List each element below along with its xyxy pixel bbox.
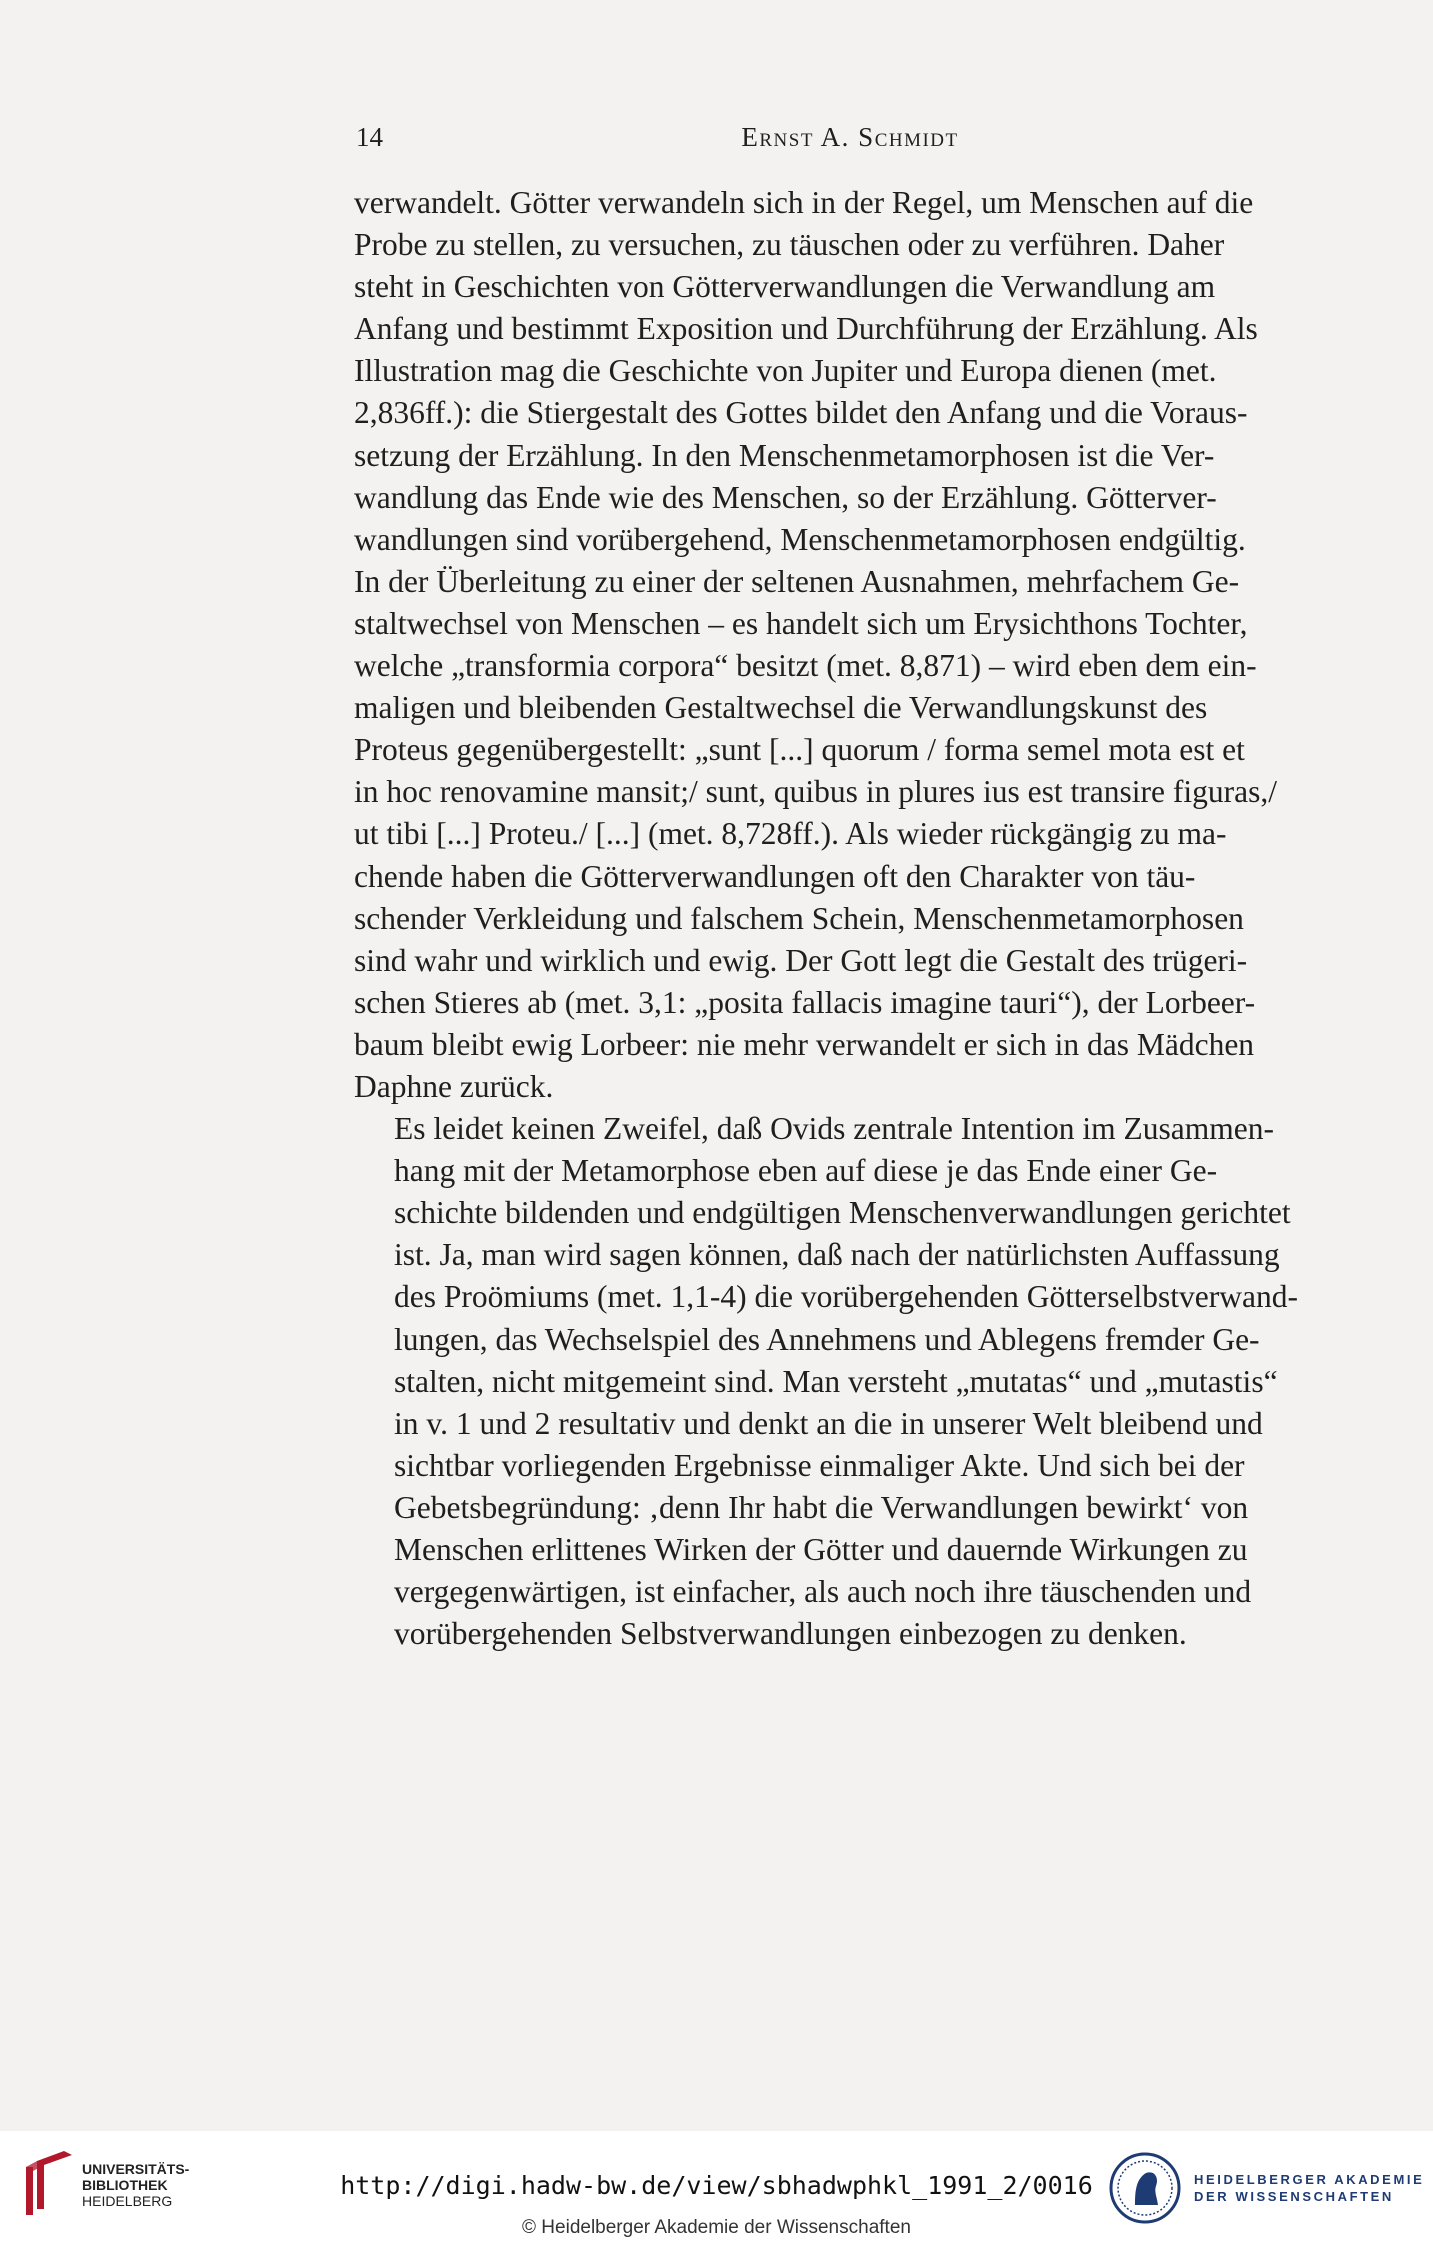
text-line: wandlung das Ende wie des Menschen, so der Erzählung. Götterver- (354, 479, 1217, 515)
source-url-link[interactable]: http://digi.hadw-bw.de/view/sbhadwphkl_1991_2/0016 (340, 2171, 1093, 2200)
paragraph-2 (354, 1108, 1342, 1655)
text-line: vergegenwärtigen, ist einfacher, als auch noch ihre täuschenden und (394, 1574, 1252, 1610)
hadw-logo-line: DER WISSENSCHAFTEN (1194, 2189, 1394, 2204)
text-line: welche „transformia corpora“ besitzt (met. 8,871) – wird eben dem ein- (354, 648, 1257, 684)
text-line: verwandelt. Götter verwandeln sich in der Regel, um Menschen auf die (354, 185, 1254, 220)
text-line: 2,836ff.): die Stiergestalt des Gottes bildet den Anfang und die Voraus- (354, 395, 1248, 431)
copyright-notice: © Heidelberger Akademie der Wissenschaften (522, 2217, 911, 2238)
text-line: In der Überleitung zu einer der seltenen Ausnahmen, mehrfachem Ge- (354, 563, 1240, 599)
text-line: Gebetsbegründung: ‚denn Ihr habt die Verwandlungen bewirkt‘ von (394, 1489, 1249, 1525)
text-line: stalten, nicht mitgemeint sind. Man versteht „mutatas“ und „mutastis“ (394, 1363, 1278, 1399)
text-line: maligen und bleibenden Gestaltwechsel die Verwandlungskunst des (354, 690, 1208, 726)
text-line: vorübergehenden Selbstverwandlungen einbezogen zu denken. (394, 1616, 1187, 1652)
text-line: in hoc renovamine mansit;/ sunt, quibus in plures ius est transire figuras,/ (354, 774, 1277, 810)
text-line: schender Verkleidung und falschem Schein, Menschenmetamorphosen (354, 900, 1244, 936)
text-line: Menschen erlittenes Wirken der Götter und dauernde Wirkungen zu (394, 1532, 1248, 1567)
hadw-logo-text (1194, 2171, 1424, 2205)
text-line: Illustration mag die Geschichte von Jupiter und Europa dienen (met. (354, 353, 1217, 389)
text-line: schen Stieres ab (met. 3,1: „posita fallacis imagine tauri“), der Lorbeer- (354, 984, 1256, 1020)
text-line: Anfang und bestimmt Exposition und Durchführung der Erzählung. Als (354, 311, 1258, 347)
text-line: Probe zu stellen, zu versuchen, zu täuschen oder zu verführen. Daher (354, 227, 1225, 263)
paragraph-1 (354, 182, 1342, 1108)
text-line: staltwechsel von Menschen – es handelt sich um Erysichthons Tochter, (354, 605, 1248, 641)
body-text (354, 182, 1342, 1655)
page-header (356, 122, 1344, 156)
text-line: setzung der Erzählung. In den Menschenmetamorphosen ist die Ver- (354, 437, 1215, 473)
text-line: ut tibi [...] Proteu./ [...] (met. 8,728ff.). Als wieder rückgängig zu ma- (354, 816, 1227, 852)
hadw-seal-icon (1108, 2151, 1182, 2225)
hadw-logo-line: HEIDELBERGER AKADEMIE (1194, 2172, 1425, 2187)
ub-logo-line: UNIVERSITÄTS- (82, 2161, 190, 2177)
text-line: hang mit der Metamorphose eben auf diese je das Ende einer Ge- (394, 1153, 1218, 1189)
page-number: 14 (356, 122, 383, 152)
ub-logo-line: HEIDELBERG (82, 2193, 173, 2209)
text-line: sind wahr und wirklich und ewig. Der Gott legt die Gestalt des trügeri- (354, 942, 1248, 978)
text-line: chende haben die Götterverwandlungen oft den Charakter von täu- (354, 858, 1196, 894)
text-line: schichte bildenden und endgültigen Menschenverwandlungen gerichtet (394, 1195, 1291, 1231)
text-line: steht in Geschichten von Götterverwandlungen die Verwandlung am (354, 269, 1216, 305)
running-head: Ernst A. Schmidt (741, 122, 959, 152)
text-line: lungen, das Wechselspiel des Annehmens und Ablegens fremder Ge- (394, 1321, 1260, 1357)
text-line: wandlungen sind vorübergehend, Menschenmetamorphosen endgültig. (354, 521, 1246, 557)
footer-bar (0, 2131, 1433, 2243)
text-line: ist. Ja, man wird sagen können, daß nach der natürlichsten Auffassung (394, 1237, 1280, 1273)
text-line: baum bleibt ewig Lorbeer: nie mehr verwandelt er sich in das Mädchen (354, 1026, 1255, 1062)
text-line: Es leidet keinen Zweifel, daß Ovids zentrale Intention im Zusammen- (394, 1111, 1274, 1147)
text-line: sichtbar vorliegenden Ergebnisse einmaliger Akte. Und sich bei der (394, 1447, 1245, 1483)
ub-logo-line: BIBLIOTHEK (82, 2177, 168, 2193)
text-line: Daphne zurück. (354, 1068, 554, 1104)
text-line: Proteus gegenübergestellt: „sunt [...] quorum / forma semel mota est et (354, 732, 1245, 768)
text-line: des Proömiums (met. 1,1-4) die vorübergehenden Götterselbstverwand- (394, 1279, 1298, 1315)
text-line: in v. 1 und 2 resultativ und denkt an die in unserer Welt bleibend und (394, 1405, 1263, 1441)
